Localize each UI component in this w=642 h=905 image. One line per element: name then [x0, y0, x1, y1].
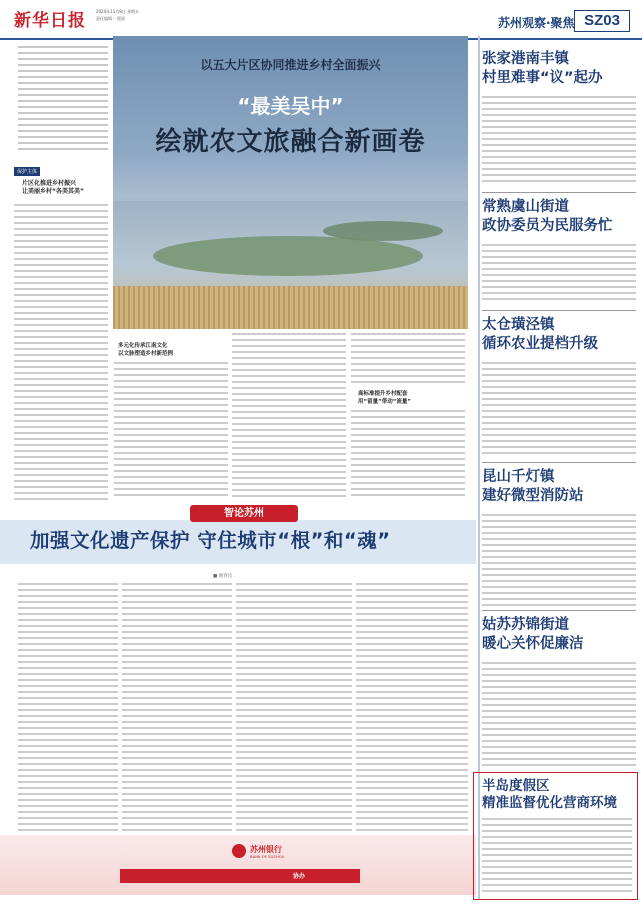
bank-logo-icon	[232, 844, 246, 858]
bank-name: 苏州银行	[250, 845, 282, 854]
divider-line	[482, 310, 636, 311]
right-story-5-line1: 姑苏苏锦街道	[482, 617, 569, 633]
divider-line	[482, 192, 636, 193]
right-story-2-line2: 政协委员为民服务忙	[482, 218, 613, 234]
banner-reporter: ■ 谢春昌	[213, 574, 233, 579]
essay-column-3	[236, 583, 352, 833]
hero-photo	[113, 36, 468, 329]
banner-headline: 加强文化遗产保护 守住城市“根”和“魂”	[30, 529, 391, 552]
middle-article-body-3a	[351, 333, 465, 385]
right-story-1-headline	[482, 50, 637, 88]
bank-red-band	[120, 869, 360, 883]
right-story-2-headline	[482, 198, 637, 236]
hero-quote-title: “最美吴中”	[237, 94, 344, 118]
right-story-1-line2: 村里难事“议”起办	[482, 70, 603, 86]
left-article-body	[14, 204, 108, 500]
co-sponsor-label: 协办	[293, 873, 306, 880]
middle-subhead-1	[118, 342, 226, 358]
left-subhead-label	[14, 158, 108, 177]
editor-line: 责任编辑 ·· 版面	[96, 16, 126, 21]
subhead-tag: 保护主体	[14, 167, 40, 176]
right-story-4-headline	[482, 468, 637, 506]
left-sub-headline-line1: 片区化推进乡村振兴	[22, 180, 77, 187]
column-divider	[478, 36, 480, 900]
divider-line	[482, 462, 636, 463]
intro-text-block	[18, 46, 108, 150]
right-story-6-line2: 精准监督优化营商环境	[482, 795, 617, 811]
hero-main-title: 绘就农文旅融合新画卷	[155, 127, 426, 157]
left-sub-headline	[22, 180, 108, 196]
right-story-3-line2: 循环农业提档升级	[482, 336, 598, 352]
right-story-3-headline	[482, 316, 637, 354]
right-story-6-headline	[482, 778, 634, 812]
reed-field	[113, 286, 468, 329]
middle-subhead-1-line2: 以文脉塑造乡村新范例	[118, 351, 174, 357]
essay-column-2	[122, 583, 232, 833]
banner-tag: 智论苏州	[190, 505, 298, 522]
right-story-5-body	[482, 662, 636, 766]
right-story-1-body	[482, 96, 636, 186]
essay-column-1	[18, 583, 118, 833]
right-story-3-line1: 太仓璜泾镇	[482, 317, 555, 333]
right-story-1-line1: 张家港南丰镇	[482, 51, 569, 67]
right-story-6-body	[482, 818, 632, 894]
right-story-2-body	[482, 244, 636, 304]
middle-subhead-2	[358, 390, 466, 406]
right-story-4-body	[482, 514, 636, 606]
island-shape	[153, 236, 423, 276]
left-sub-headline-line2: 让美丽乡村“各美其美”	[22, 188, 84, 195]
date-line: 2024年11月8日 星期五	[96, 9, 140, 14]
divider-line	[482, 610, 636, 611]
middle-subhead-1-line1: 多元化传承江南文化	[118, 343, 168, 349]
middle-subhead-2-line2: 用“留量”带动“流量”	[358, 399, 411, 405]
right-story-3-body	[482, 362, 636, 458]
right-story-5-headline	[482, 616, 637, 654]
middle-article-body-3b	[351, 410, 465, 500]
middle-article-body-2	[232, 333, 346, 500]
newspaper-logo: 新华日报	[14, 11, 86, 31]
middle-subhead-2-line1: 高标准提升乡村配套	[358, 391, 408, 397]
page-number: SZ03	[574, 10, 630, 32]
right-story-6-line1: 半岛度假区	[482, 778, 550, 794]
middle-article-body-1	[114, 362, 228, 500]
right-story-2-line1: 常熟虞山街道	[482, 199, 569, 215]
section-title: 苏州观察·聚焦	[498, 16, 575, 30]
right-story-4-line2: 建好微型消防站	[482, 488, 584, 504]
hero-kicker: 以五大片区协同推进乡村全面振兴	[200, 58, 381, 72]
essay-column-4	[356, 583, 468, 833]
bank-english-name: BANK OF SUZHOU	[250, 854, 285, 859]
right-story-5-line2: 暖心关怀促廉洁	[482, 636, 584, 652]
right-story-4-line1: 昆山千灯镇	[482, 469, 555, 485]
